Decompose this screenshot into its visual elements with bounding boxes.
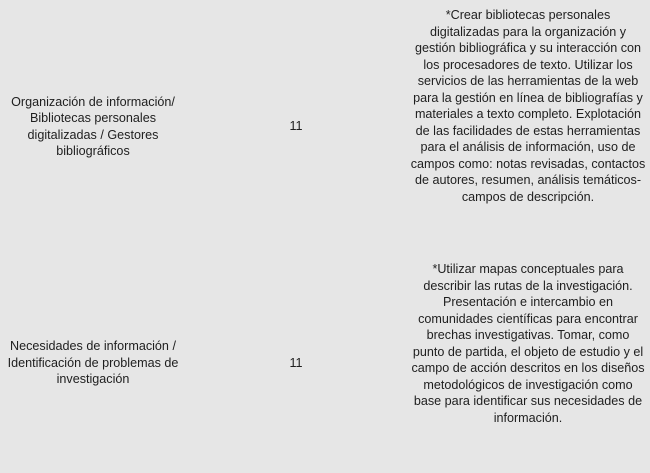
activities-text: *Crear bibliotecas personales digitalizadas para la organización y gestión bibliográfica y su interacción con los procesadores de texto. Utilizar los servicios de las herramientas de la web para la gestión en línea de bibliografías y materiales a texto completo. Explotación de las facilidades de estas herramientas para el análisis de información, uso de campos como: notas revisadas, contactos de autores, resumen, análisis temáticos-campos de descripción. — [410, 8, 646, 204]
topic-cell — [0, 0, 186, 253]
hours-cell — [186, 253, 406, 473]
activities-text: *Utilizar mapas conceptuales para describir las rutas de la investigación. Presentación e intercambio en comunidades científicas para encontrar brechas investigativas. Tomar, como punto de partida, el objeto de estudio y el campo de acción descritos en los diseños metodológicos de investigación como base para identificar sus necesidades de información. — [411, 262, 645, 425]
hours-value: 11 — [289, 355, 303, 370]
activities-cell — [406, 253, 650, 473]
hours-value: 11 — [289, 119, 303, 134]
activities-cell — [406, 0, 650, 253]
topic-text: Necesidades de información / Identificación de problemas de investigación — [7, 339, 179, 387]
topic-cell — [0, 253, 186, 473]
hours-cell — [186, 0, 406, 253]
topic-text: Organización de información/ Bibliotecas personales digitalizadas / Gestores bibliográficos — [11, 94, 175, 158]
table-row — [0, 253, 650, 473]
